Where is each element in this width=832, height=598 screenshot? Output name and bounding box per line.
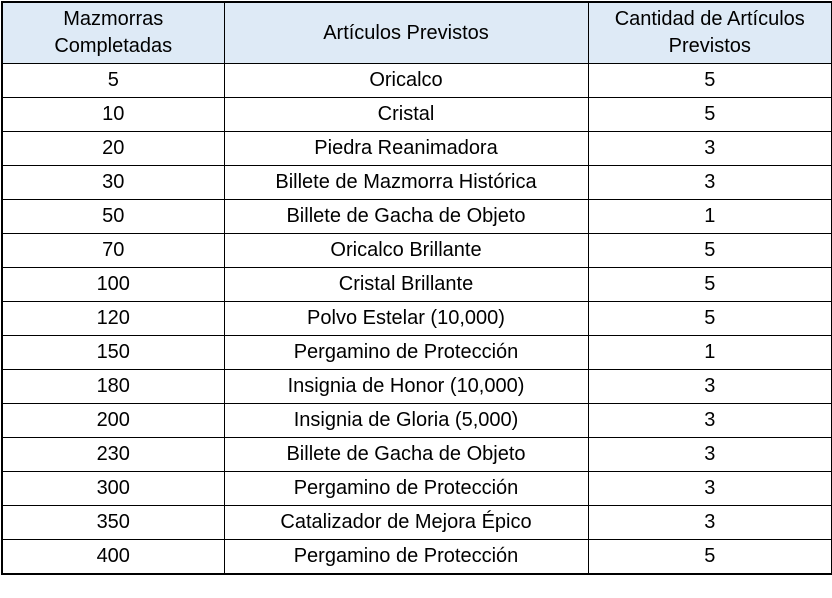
table-cell-quantity: 3 [588, 166, 832, 200]
table-cell-item: Cristal Brillante [224, 268, 588, 302]
table-cell-dungeons: 180 [2, 370, 224, 404]
table-cell-quantity: 5 [588, 64, 832, 98]
table-row [2, 64, 832, 98]
table-row [2, 166, 832, 200]
table-row [2, 132, 832, 166]
table-cell-dungeons: 300 [2, 472, 224, 506]
table-cell-quantity: 3 [588, 506, 832, 540]
table-row [2, 268, 832, 302]
table-cell-dungeons: 200 [2, 404, 224, 438]
table-cell-dungeons: 5 [2, 64, 224, 98]
table-cell-item: Pergamino de Protección [224, 540, 588, 575]
table-cell-quantity: 3 [588, 472, 832, 506]
table-row [2, 404, 832, 438]
table-cell-item: Pergamino de Protección [224, 336, 588, 370]
table-cell-item: Billete de Gacha de Objeto [224, 438, 588, 472]
table-cell-quantity: 5 [588, 302, 832, 336]
table-row [2, 336, 832, 370]
table-row [2, 540, 832, 575]
table-cell-quantity: 5 [588, 234, 832, 268]
table-row [2, 438, 832, 472]
table-cell-item: Cristal [224, 98, 588, 132]
table-cell-item: Polvo Estelar (10,000) [224, 302, 588, 336]
rewards-table [1, 1, 832, 575]
table-cell-quantity: 3 [588, 404, 832, 438]
rewards-table-header [2, 2, 832, 64]
header-expected-items-quantity: Cantidad de Artículos Previstos [588, 2, 832, 64]
table-cell-dungeons: 100 [2, 268, 224, 302]
rewards-table-body [2, 64, 832, 575]
table-cell-dungeons: 20 [2, 132, 224, 166]
table-cell-dungeons: 350 [2, 506, 224, 540]
table-row [2, 302, 832, 336]
table-cell-quantity: 1 [588, 200, 832, 234]
table-cell-dungeons: 230 [2, 438, 224, 472]
table-cell-item: Piedra Reanimadora [224, 132, 588, 166]
table-cell-quantity: 1 [588, 336, 832, 370]
table-cell-item: Billete de Gacha de Objeto [224, 200, 588, 234]
table-cell-item: Catalizador de Mejora Épico [224, 506, 588, 540]
table-cell-dungeons: 70 [2, 234, 224, 268]
table-cell-quantity: 3 [588, 370, 832, 404]
header-dungeons-completed: Mazmorras Completadas [2, 2, 224, 64]
page [0, 1, 832, 598]
table-cell-item: Insignia de Gloria (5,000) [224, 404, 588, 438]
table-row [2, 370, 832, 404]
table-cell-dungeons: 10 [2, 98, 224, 132]
table-row [2, 200, 832, 234]
table-cell-item: Oricalco Brillante [224, 234, 588, 268]
table-cell-dungeons: 400 [2, 540, 224, 575]
table-cell-dungeons: 50 [2, 200, 224, 234]
table-cell-dungeons: 30 [2, 166, 224, 200]
table-cell-item: Oricalco [224, 64, 588, 98]
table-row [2, 234, 832, 268]
table-cell-dungeons: 150 [2, 336, 224, 370]
table-cell-quantity: 5 [588, 268, 832, 302]
table-cell-quantity: 3 [588, 438, 832, 472]
table-cell-item: Insignia de Honor (10,000) [224, 370, 588, 404]
table-cell-quantity: 5 [588, 540, 832, 575]
table-cell-quantity: 5 [588, 98, 832, 132]
table-row [2, 98, 832, 132]
header-expected-items: Artículos Previstos [224, 2, 588, 64]
header-row [2, 2, 832, 64]
table-cell-item: Billete de Mazmorra Histórica [224, 166, 588, 200]
table-cell-dungeons: 120 [2, 302, 224, 336]
table-row [2, 472, 832, 506]
table-row [2, 506, 832, 540]
table-cell-item: Pergamino de Protección [224, 472, 588, 506]
table-cell-quantity: 3 [588, 132, 832, 166]
